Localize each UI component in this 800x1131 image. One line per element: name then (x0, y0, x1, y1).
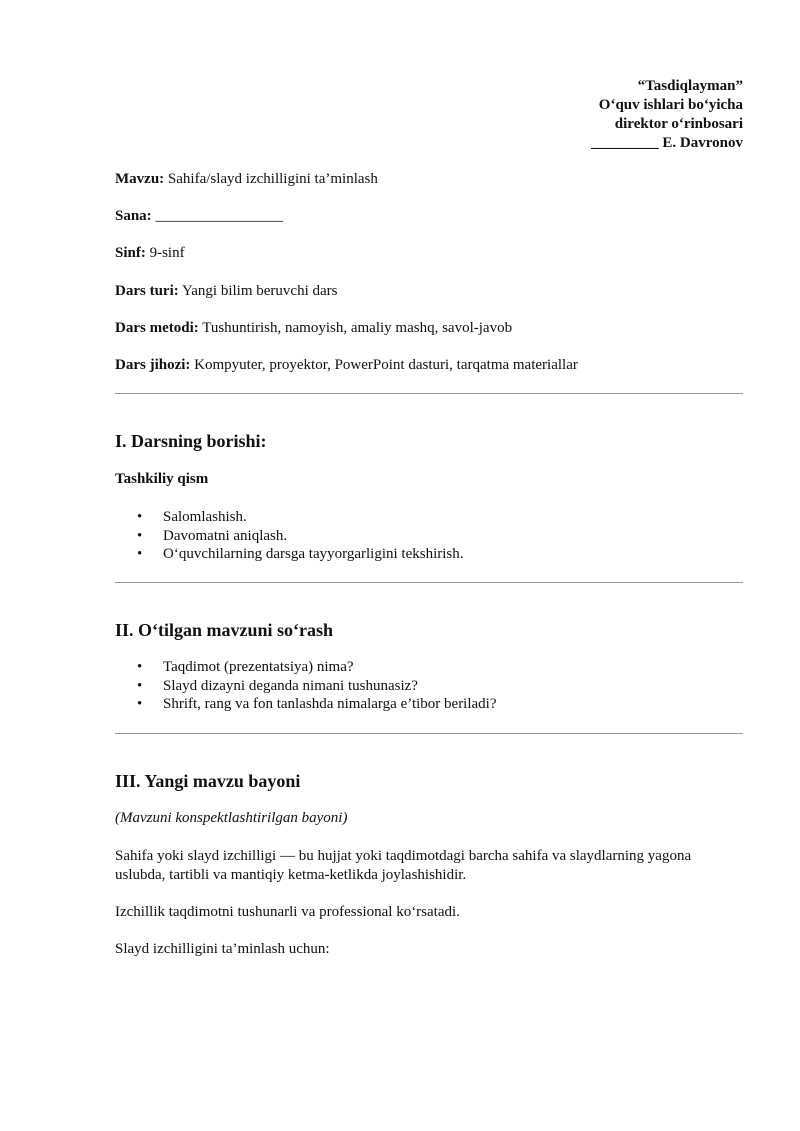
field-dars-metodi-value: Tushuntirish, namoyish, amaliy mashq, savol-javob (198, 320, 513, 336)
field-sana (115, 207, 283, 226)
list-item (115, 545, 464, 564)
list-item-text: Shrift, rang va fon tanlashda nimalarga e’tibor beriladi? (163, 696, 497, 712)
approval-position-line2: direktor o‘rinbosari (614, 116, 743, 132)
field-dars-metodi (115, 319, 512, 338)
approval-position-line1: O‘quv ishlari bo‘yicha (598, 97, 743, 113)
field-sinf-label: Sinf: (115, 245, 146, 261)
field-dars-jihozi-label: Dars jihozi: (115, 357, 191, 373)
list-item-text: O‘quvchilarning darsga tayyorgarligini tekshirish. (163, 546, 464, 562)
section3-paragraph: Sahifa yoki slayd izchilligi — bu hujjat yoki taqdimotdagi barcha sahifa va slaydlarning yagona uslubda, tartibli va mantiqiy ketma-ketlikda joylashishidir. (115, 848, 692, 883)
list-item-text: Taqdimot (prezentatsiya) nima? (163, 659, 354, 675)
field-sinf (115, 244, 185, 263)
field-sana-value: _________________ (151, 208, 283, 224)
section2-heading: II. O‘tilgan mavzuni so‘rash (115, 620, 334, 640)
section3-paragraph: Izchillik taqdimotni tushunarli va professional ko‘rsatadi. (115, 904, 460, 920)
bullet-icon: • (137, 509, 143, 525)
divider (115, 393, 743, 394)
field-sinf-value: 9-sinf (145, 245, 185, 261)
field-dars-metodi-label: Dars metodi: (115, 320, 199, 336)
field-dars-turi-value: Yangi bilim beruvchi dars (178, 283, 338, 299)
bullet-icon: • (137, 696, 143, 712)
field-dars-jihozi-value: Kompyuter, proyektor, PowerPoint dasturi, tarqatma materiallar (190, 357, 578, 373)
list-item (115, 658, 497, 677)
list-item-text: Slayd dizayni deganda nimani tushunasiz? (163, 677, 418, 694)
divider (115, 733, 743, 734)
section3-paragraph: Slayd izchilligini ta’minlash uchun: (115, 941, 330, 957)
field-mavzu (115, 170, 378, 189)
list-item (115, 508, 464, 527)
approval-block (591, 77, 743, 153)
section1-subheading: Tashkiliy qism (115, 471, 209, 487)
section1-heading: I. Darsning borishi: (115, 431, 267, 451)
field-mavzu-label: Mavzu: (115, 171, 165, 187)
list-item (115, 677, 497, 696)
field-dars-turi (115, 282, 338, 301)
bullet-icon: • (137, 677, 143, 694)
list-item-text: Salomlashish. (163, 509, 247, 525)
section3-heading: III. Yangi mavzu bayoni (115, 771, 301, 791)
approval-signature: _________ E. Davronov (591, 135, 743, 151)
section1-list (115, 508, 464, 564)
field-dars-jihozi (115, 356, 578, 375)
list-item (115, 527, 464, 546)
section2-list (115, 658, 497, 714)
field-mavzu-value: Sahifa/slayd izchilligini ta’minlash (164, 171, 378, 187)
section3-note: (Mavzuni konspektlashtirilgan bayoni) (115, 810, 348, 826)
list-item (115, 695, 497, 714)
divider (115, 582, 743, 583)
bullet-icon: • (137, 659, 143, 675)
field-sana-label: Sana: (115, 208, 152, 224)
field-dars-turi-label: Dars turi: (115, 283, 179, 299)
list-item-text: Davomatni aniqlash. (163, 527, 288, 544)
approval-title: “Tasdiqlayman” (637, 78, 743, 94)
bullet-icon: • (137, 546, 143, 562)
bullet-icon: • (137, 527, 143, 544)
